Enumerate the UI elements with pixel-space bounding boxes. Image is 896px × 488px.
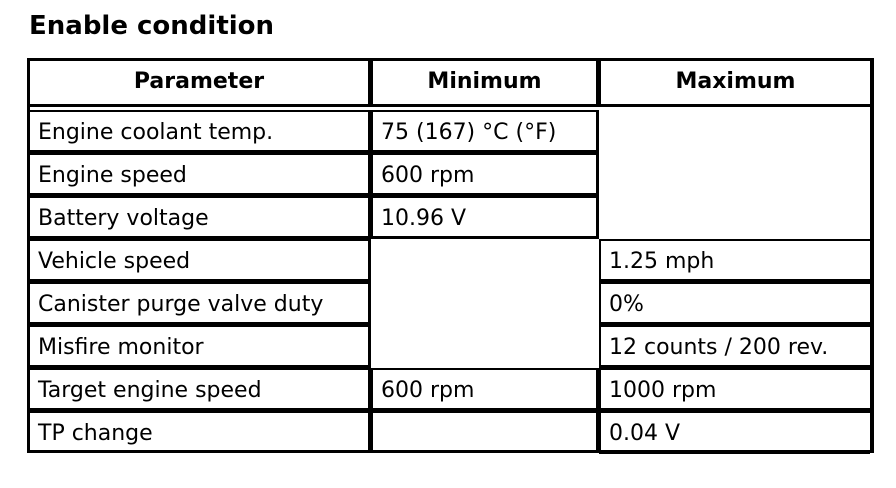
enable-condition-table (27, 58, 874, 453)
header-minimum: Minimum (371, 61, 599, 107)
table-row-parameter: Vehicle speed (30, 239, 371, 282)
table-row-maximum: 1000 rpm (599, 368, 870, 411)
table-row-minimum: 600 rpm (371, 153, 599, 196)
table-row-maximum: 1.25 mph (599, 239, 870, 282)
table-row-minimum: 600 rpm (371, 368, 599, 411)
table-row-minimum: 75 (167) °C (°F) (371, 110, 599, 153)
table-row-maximum: 0% (599, 282, 870, 325)
table-row-parameter: Target engine speed (30, 368, 371, 411)
table-row-minimum (371, 411, 599, 450)
header-parameter: Parameter (30, 61, 371, 107)
header-maximum: Maximum (599, 61, 870, 107)
table-row-minimum: 10.96 V (371, 196, 599, 239)
table-row-parameter: Battery voltage (30, 196, 371, 239)
table-row-parameter: TP change (30, 411, 371, 450)
page-title: Enable condition (29, 11, 275, 41)
table-row-parameter: Engine coolant temp. (30, 110, 371, 153)
table-row-maximum: 0.04 V (599, 411, 870, 454)
table-row-maximum: 12 counts / 200 rev. (599, 325, 870, 368)
table-row-parameter: Canister purge valve duty (30, 282, 371, 325)
table-row-parameter: Misfire monitor (30, 325, 371, 368)
table-row-parameter: Engine speed (30, 153, 371, 196)
